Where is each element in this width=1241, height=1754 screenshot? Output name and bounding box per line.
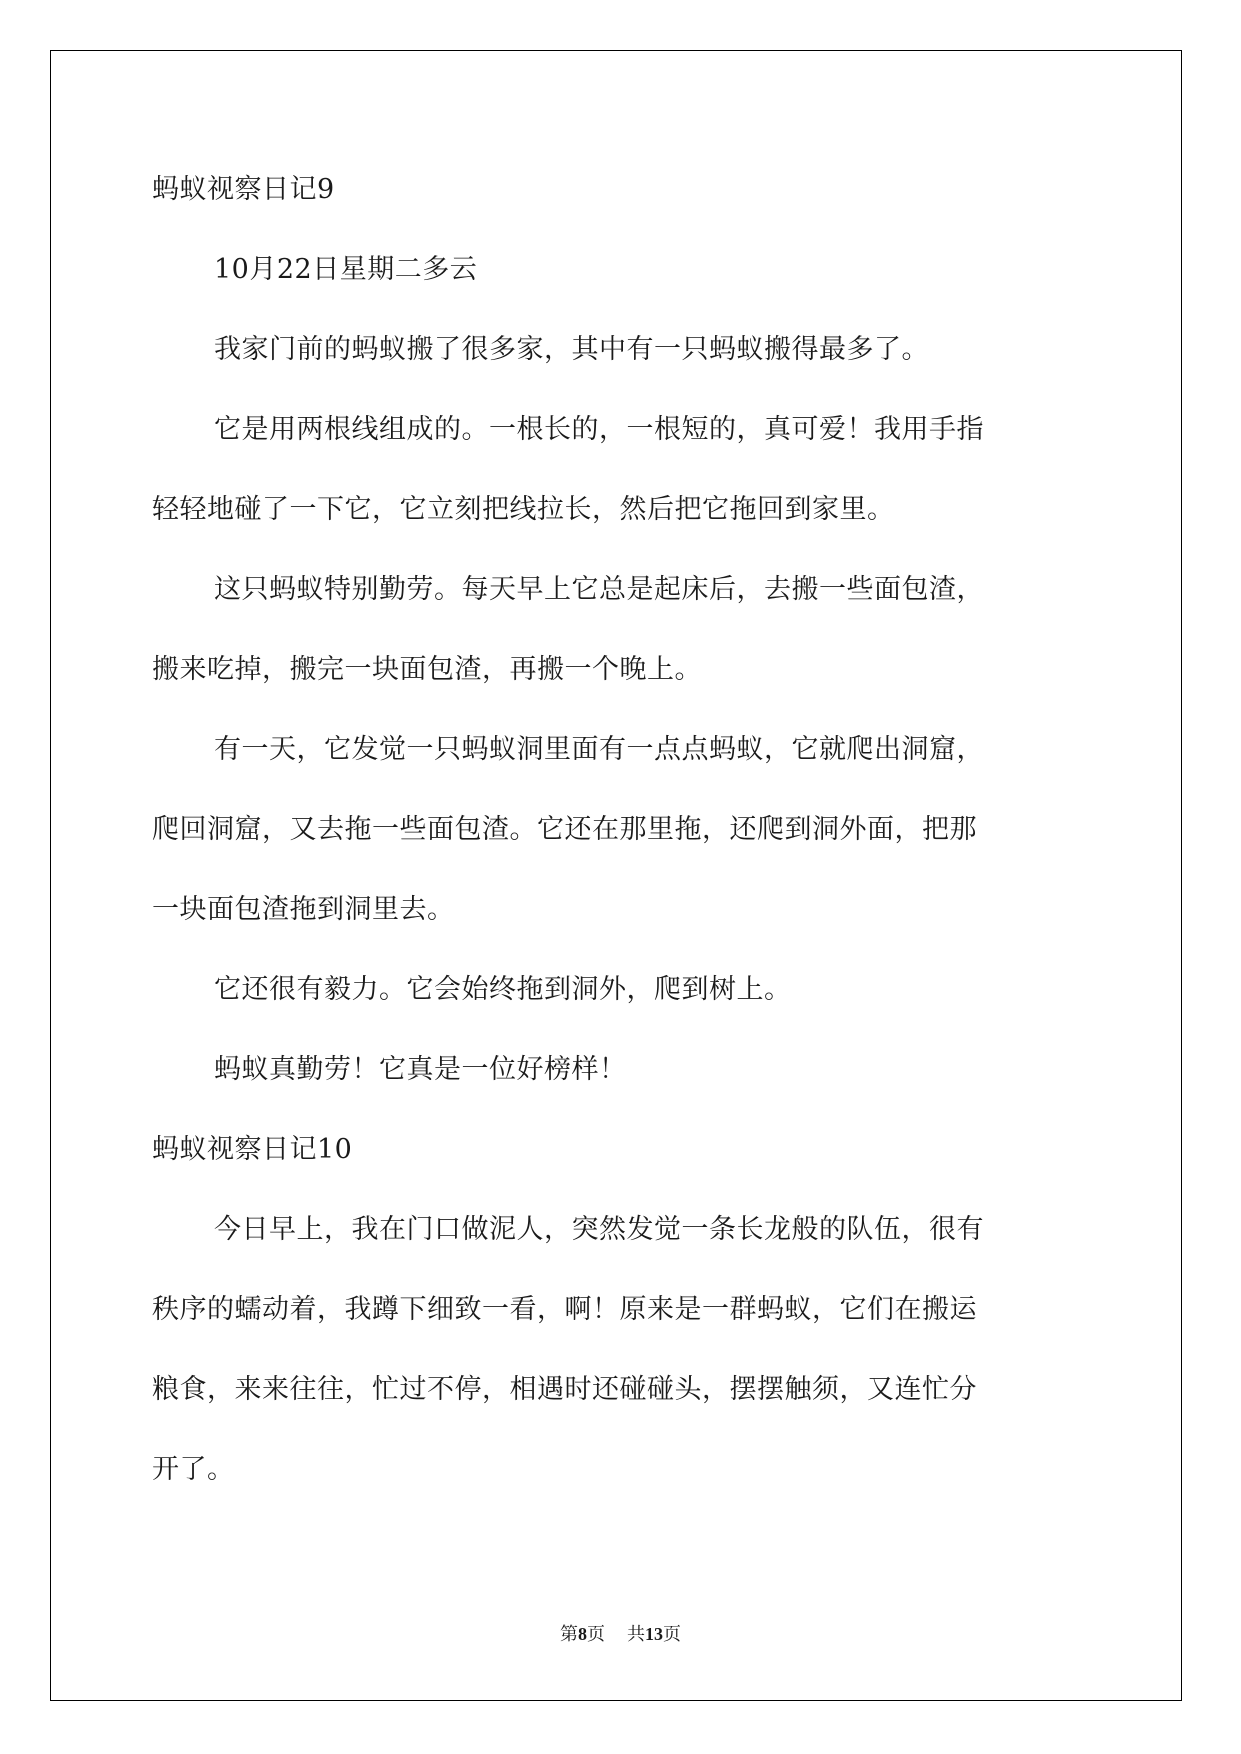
paragraph-line: 这只蚂蚁特别勤劳。每天早上它总是起床后，去搬一些面包渣， bbox=[214, 574, 984, 605]
diary-title-10: 蚂蚁视察日记10 bbox=[152, 1134, 353, 1165]
paragraph-line: 今日早上，我在门口做泥人，突然发觉一条长龙般的队伍，很有 bbox=[214, 1214, 984, 1245]
paragraph-line: 我家门前的蚂蚁搬了很多家，其中有一只蚂蚁搬得最多了。 bbox=[214, 334, 929, 365]
paragraph-line: 一块面包渣拖到洞里去。 bbox=[152, 894, 455, 925]
page-number: 8 bbox=[578, 1624, 587, 1644]
paragraph-line: 粮食，来来往往，忙过不停，相遇时还碰碰头，摆摆触须，又连忙分 bbox=[152, 1374, 977, 1405]
paragraph-line: 有一天，它发觉一只蚂蚁洞里面有一点点蚂蚁，它就爬出洞窟， bbox=[214, 734, 984, 765]
total-suffix: 页 bbox=[663, 1624, 681, 1645]
paragraph-line: 轻轻地碰了一下它，它立刻把线拉长，然后把它拖回到家里。 bbox=[152, 494, 895, 525]
paragraph-line: 爬回洞窟，又去拖一些面包渣。它还在那里拖，还爬到洞外面，把那 bbox=[152, 814, 977, 845]
paragraph-line: 它还很有毅力。它会始终拖到洞外，爬到树上。 bbox=[214, 974, 792, 1005]
paragraph-line: 开了。 bbox=[152, 1454, 235, 1485]
diary-date-line: 10月22日星期二多云 bbox=[214, 254, 478, 285]
diary-title-9: 蚂蚁视察日记9 bbox=[152, 174, 335, 205]
page-footer bbox=[0, 1620, 1241, 1646]
page-suffix: 页 bbox=[587, 1624, 605, 1645]
paragraph-line: 它是用两根线组成的。一根长的，一根短的，真可爱！我用手指 bbox=[214, 414, 984, 445]
total-prefix: 共 bbox=[627, 1624, 645, 1645]
total-pages: 13 bbox=[645, 1624, 663, 1644]
page-prefix: 第 bbox=[560, 1624, 578, 1645]
paragraph-line: 搬来吃掉，搬完一块面包渣，再搬一个晚上。 bbox=[152, 654, 702, 685]
paragraph-line: 秩序的蠕动着，我蹲下细致一看，啊！原来是一群蚂蚁，它们在搬运 bbox=[152, 1294, 977, 1325]
paragraph-line: 蚂蚁真勤劳！它真是一位好榜样！ bbox=[214, 1054, 627, 1085]
document-body bbox=[152, 150, 1087, 1510]
